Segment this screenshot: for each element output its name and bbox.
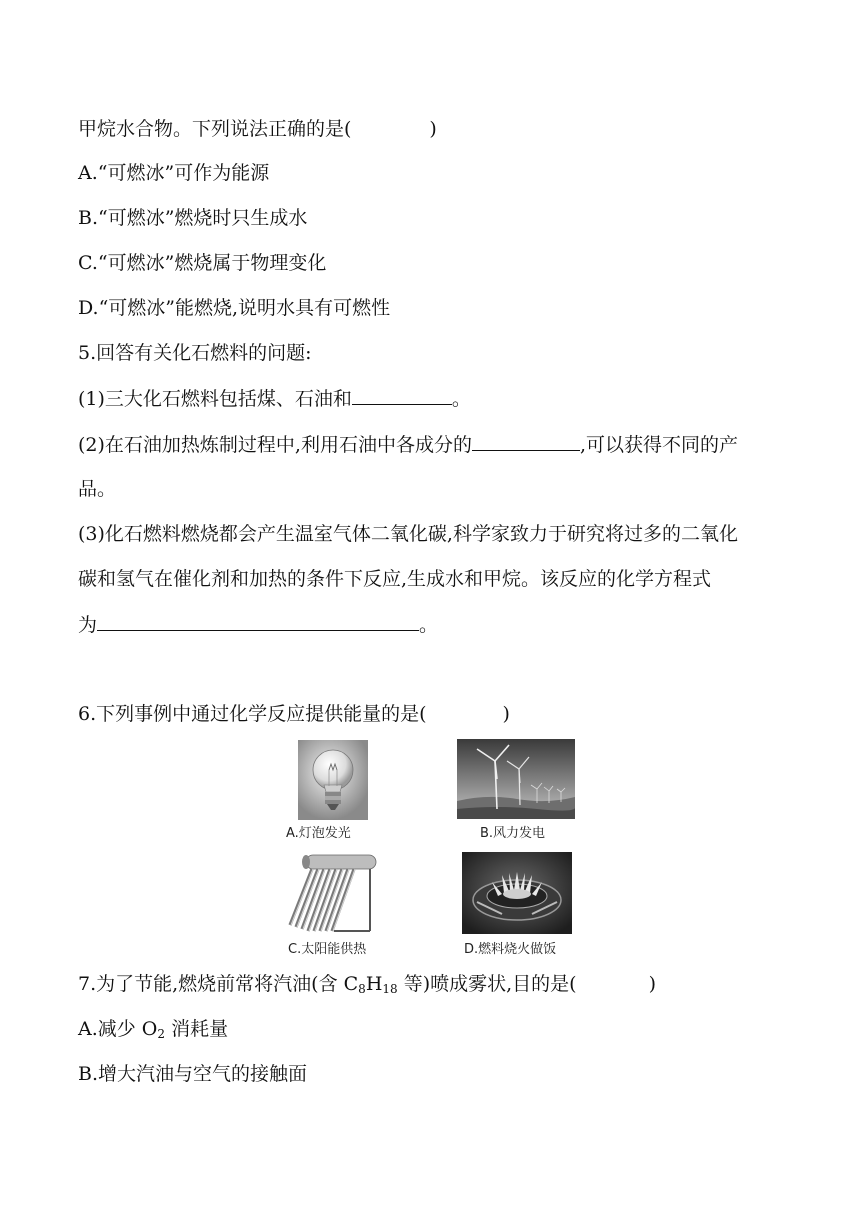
q7-option-b: B.增大汽油与空气的接触面	[78, 1063, 308, 1085]
q4-option-b: B.“可燃冰”燃烧时只生成水	[78, 207, 308, 229]
q7-stem: 7.为了节能,燃烧前常将汽油(含 $C_8H_{18}$ 等)喷成雾状,目的是( )	[78, 973, 656, 996]
q5-part-3: (3)化石燃料燃烧都会产生温室气体二氧化碳,科学家致力于研究将过多的二氧化	[78, 523, 738, 545]
q5-stem: 5.回答有关化石燃料的问题:	[78, 342, 312, 364]
light-bulb-icon	[298, 740, 368, 820]
wind-turbine-icon	[457, 739, 575, 819]
q4-stem: 甲烷水合物。下列说法正确的是( )	[78, 118, 437, 140]
figure-b	[457, 739, 575, 819]
q7-option-a: A.减少 $O_2$ 消耗量	[78, 1018, 229, 1041]
q5-part-2-cont: 品。	[78, 478, 117, 500]
figure-b-caption-wrap	[480, 822, 570, 842]
answer-blank-3[interactable]	[97, 612, 419, 631]
figure-a-caption-wrap	[286, 822, 378, 842]
figure-d-caption-wrap	[464, 938, 574, 958]
q4-option-d: D.“可燃冰”能燃烧,说明水具有可燃性	[78, 297, 391, 319]
figure-d-caption: D.燃料烧火做饭	[464, 942, 557, 957]
figure-a-caption: A.灯泡发光	[286, 826, 351, 841]
q5-part-2: (2)在石油加热炼制过程中,利用石油中各成分的 ,可以获得不同的产	[78, 434, 739, 456]
figure-d	[462, 852, 572, 934]
figure-c-caption-wrap	[288, 938, 384, 958]
answer-blank-1[interactable]	[352, 386, 452, 405]
figure-c	[284, 851, 380, 935]
figure-c-caption: C.太阳能供热	[288, 942, 367, 957]
q6-stem: 6.下列事例中通过化学反应提供能量的是( )	[78, 703, 510, 725]
solar-heater-icon	[284, 851, 380, 935]
figure-b-caption: B.风力发电	[480, 826, 546, 841]
q5-part-3-cont: 碳和氢气在催化剂和加热的条件下反应,生成水和甲烷。该反应的化学方程式	[78, 568, 712, 590]
q5-part-1: (1)三大化石燃料包括煤、石油和 。	[78, 388, 471, 410]
q4-option-c: C.“可燃冰”燃烧属于物理变化	[78, 252, 327, 274]
gas-stove-icon	[462, 852, 572, 934]
figure-a	[298, 740, 368, 822]
answer-blank-2[interactable]	[472, 432, 580, 451]
q5-part-3-end: 为 。	[78, 614, 439, 636]
q4-option-a: A.“可燃冰”可作为能源	[78, 162, 270, 184]
